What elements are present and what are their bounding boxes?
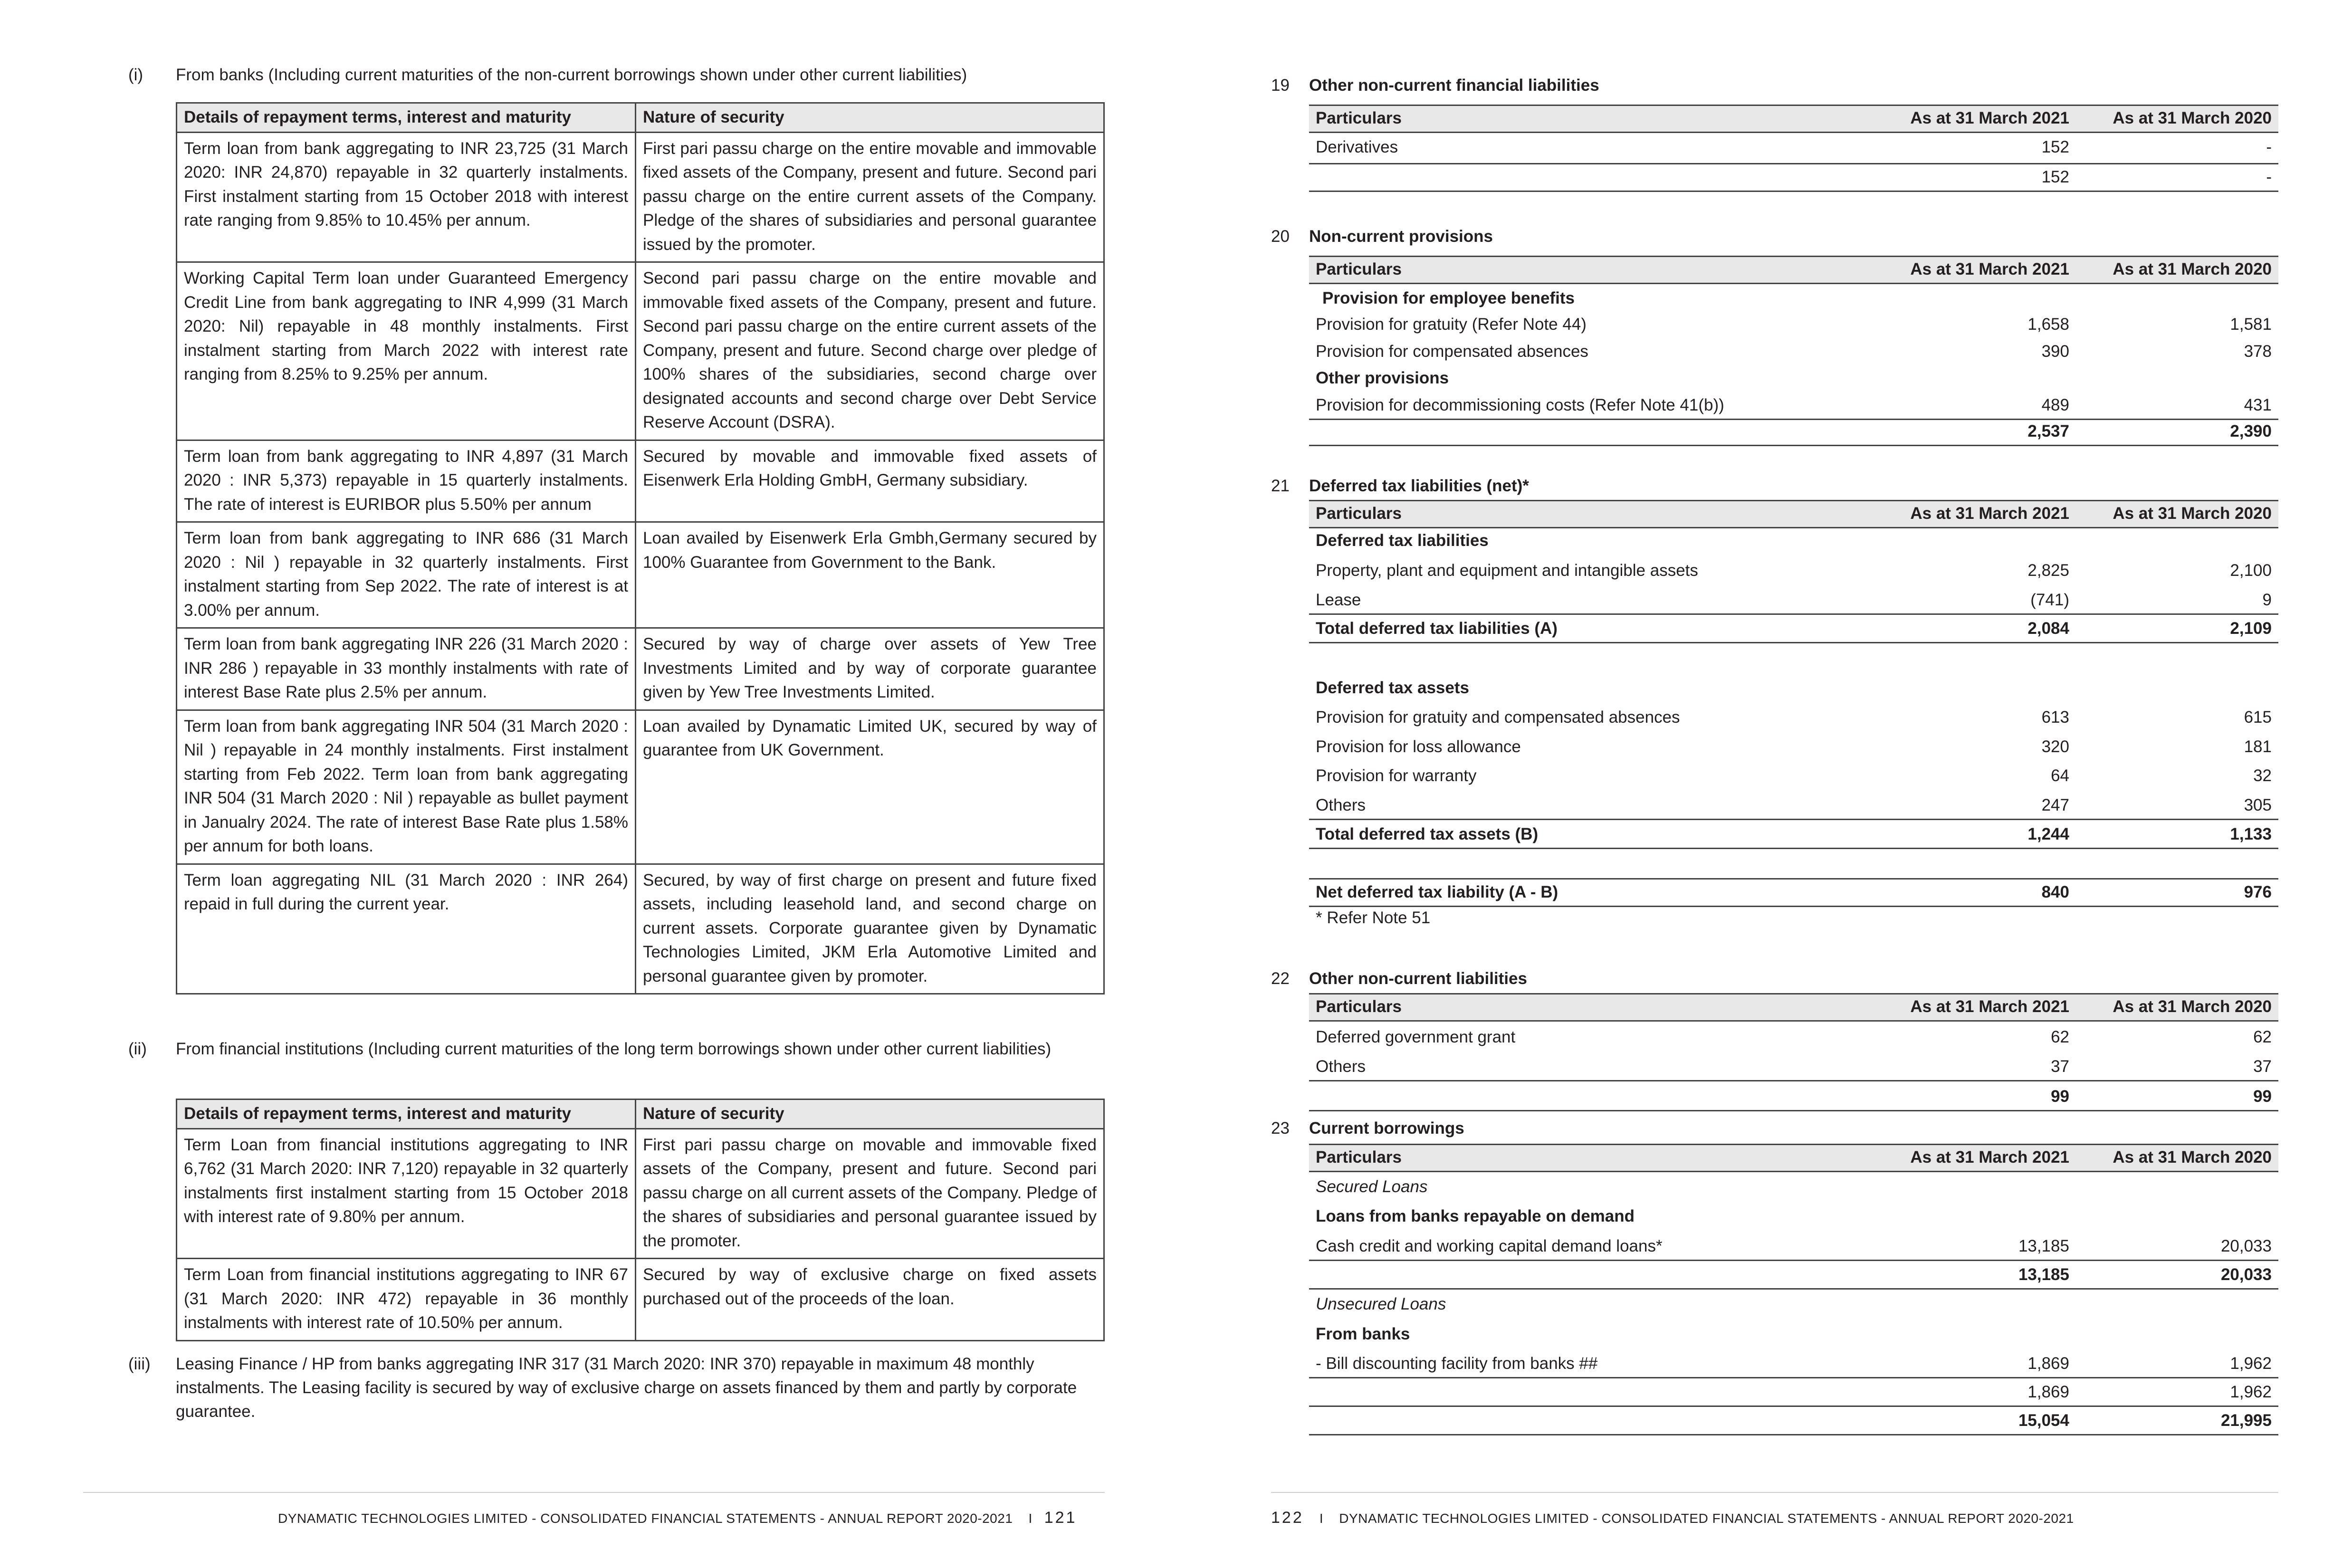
rule-line <box>1309 191 2278 192</box>
item-text-ii: From financial institutions (Including current maturities of the long term borrowings shown under other current liabilities) <box>176 1040 1052 1058</box>
value-2020: 378 <box>2244 342 2272 361</box>
row-label: Provision for compensated absences <box>1316 342 1588 361</box>
rule-line <box>1309 642 2278 643</box>
row-label: Secured Loans <box>1316 1177 1428 1196</box>
value-2021: 2,537 <box>2027 422 2069 440</box>
table-row <box>1309 1174 2278 1199</box>
rule-line <box>1309 613 2278 615</box>
row-label: Loans from banks repayable on demand <box>1316 1207 1635 1225</box>
column-header: Nature of security <box>636 103 1104 133</box>
value-2021: 99 <box>2051 1087 2069 1106</box>
value-2020: 37 <box>2253 1057 2272 1076</box>
table-cell: Term Loan from financial institutions aggregating to INR 6,762 (31 March 2020: INR 7,120) repayable in 32 quarterly instalments first instalment starting from 15 October 2018 with interest rate of 9.80% per annum. <box>177 1128 636 1259</box>
table-row <box>177 440 1104 522</box>
table-cell: Term loan aggregating NIL (31 March 2020 : INR 264) repaid in full during the current year. <box>177 864 636 994</box>
table-row <box>1309 365 2278 391</box>
table-row <box>177 522 1104 628</box>
table-row <box>1309 1379 2278 1405</box>
table-row <box>177 1128 1104 1259</box>
footer-separator: I <box>1319 1511 1324 1526</box>
value-2021: 13,185 <box>2018 1265 2069 1284</box>
value-2020: 2,100 <box>2230 561 2272 580</box>
table-row <box>177 710 1104 864</box>
rule-line <box>1309 848 2278 849</box>
table-row <box>1309 1203 2278 1229</box>
table-cell: First pari passu charge on the entire movable and immovable fixed assets of the Company, present and future. Second pari passu charge on the entire current assets of the Company. Pledge of the shares of subsidiaries and personal guarantee issued by the promoter. <box>636 132 1104 262</box>
value-2021: 15,054 <box>2018 1411 2069 1430</box>
table-row <box>1309 164 2278 190</box>
note-title: Other non-current liabilities <box>1309 969 1527 988</box>
table-row <box>1309 392 2278 418</box>
value-2020: 1,962 <box>2230 1383 2272 1401</box>
value-2020: 976 <box>2244 883 2272 901</box>
value-2020: - <box>2266 138 2272 156</box>
table-row <box>177 132 1104 262</box>
row-label: - Bill discounting facility from banks ## <box>1316 1354 1598 1373</box>
table-row <box>1309 1291 2278 1317</box>
value-2020: 20,033 <box>2220 1265 2272 1284</box>
table-cell: Term loan from bank aggregating to INR 686 (31 March 2020 : Nil ) repayable in 32 quarterly instalments. First instalment starting from Sep 2022. The rate of interest is at 3.00% per annum. <box>177 522 636 628</box>
note-number: 21 <box>1271 477 1290 495</box>
table-row <box>1309 527 2278 553</box>
value-2021: 489 <box>2041 396 2069 414</box>
value-2020: 2,390 <box>2230 422 2272 440</box>
column-header: As at 31 March 2020 <box>2113 1148 2272 1166</box>
row-label: From banks <box>1316 1325 1410 1343</box>
value-2021: 247 <box>2041 796 2069 814</box>
table-row <box>1309 1024 2278 1050</box>
rule-line <box>1309 1405 2278 1407</box>
note-number: 20 <box>1271 227 1290 246</box>
row-label: Deferred tax assets <box>1316 679 1469 697</box>
note-title: Other non-current financial liabilities <box>1309 76 1599 95</box>
table-cell: Term loan from bank aggregating INR 226 (31 March 2020 : INR 286 ) repayable in 33 monthly instalments with rate of interest Base Rate plus 2.5% per annum. <box>177 628 636 710</box>
value-2021: 2,084 <box>2027 619 2069 638</box>
value-2021: 152 <box>2041 138 2069 156</box>
row-label: Cash credit and working capital demand loans* <box>1316 1237 1663 1255</box>
table-row <box>1309 557 2278 583</box>
value-2020: 32 <box>2253 766 2272 785</box>
table-cell: Secured, by way of first charge on present and future fixed assets, including leasehold land, and second charge on current assets. Corporate guarantee given by Dynamatic Technologies Limited, JKM Erla Automotive Limited and personal guarantee given by promoter. <box>636 864 1104 994</box>
column-header: Particulars <box>1316 997 1402 1016</box>
page-number: 121 <box>1044 1509 1077 1527</box>
table-cell: Secured by movable and immovable fixed assets of Eisenwerk Erla Holding GmbH, Germany subsidiary. <box>636 440 1104 522</box>
row-label: Net deferred tax liability (A - B) <box>1316 883 1558 901</box>
rule-line <box>1309 878 2278 880</box>
table-row <box>1309 615 2278 641</box>
item-text-i: From banks (Including current maturities of the non-current borrowings shown under other current liabilities) <box>176 66 967 84</box>
value-2021: 1,869 <box>2027 1383 2069 1401</box>
table-cell: Working Capital Term loan under Guaranteed Emergency Credit Line from bank aggregating to INR 4,999 (31 March 2020: Nil) repayable in 48 monthly instalments. First instalment starting from March 2022 with interest rate ranging from 8.25% to 9.25% per annum. <box>177 262 636 440</box>
value-2020: 1,962 <box>2230 1354 2272 1373</box>
value-2020: 9 <box>2262 591 2272 609</box>
value-2020: 615 <box>2244 708 2272 727</box>
value-2021: 1,869 <box>2027 1354 2069 1373</box>
value-2021: (741) <box>2030 591 2069 609</box>
row-label: Provision for warranty <box>1316 766 1477 785</box>
row-label: Provision for gratuity and compensated absences <box>1316 708 1680 727</box>
table-row <box>1309 134 2278 160</box>
footer-text: DYNAMATIC TECHNOLOGIES LIMITED - CONSOLIDATED FINANCIAL STATEMENTS - ANNUAL REPORT 2020-2021 <box>278 1511 1013 1526</box>
value-2020: 431 <box>2244 396 2272 414</box>
value-2021: 1,244 <box>2027 825 2069 843</box>
table-row <box>1309 1083 2278 1109</box>
value-2021: 390 <box>2041 342 2069 361</box>
page-footer <box>278 1509 1077 1527</box>
rule-line <box>1309 819 2278 820</box>
table-cell: Term Loan from financial institutions aggregating to INR 67 (31 March 2020: INR 472) repayable in 36 monthly instalments with interest rate of 10.50% per annum. <box>177 1259 636 1341</box>
value-2020: 99 <box>2253 1087 2272 1106</box>
table-cell: Loan availed by Eisenwerk Erla Gmbh,Germany secured by 100% Guarantee from Government to the Bank. <box>636 522 1104 628</box>
column-header: As at 31 March 2020 <box>2113 997 2272 1016</box>
table-header-row <box>177 103 1104 133</box>
table-cell: Second pari passu charge on the entire movable and immovable fixed assets of the Company, present and future. Second pari passu charge on the entire current assets of the Company, present and future. Second charge over pledge of 100% shares of the subsidiaries, second charge over designated accounts and second charge over Debt Service Reserve Account (DSRA). <box>636 262 1104 440</box>
table-row <box>1309 1233 2278 1259</box>
table-row <box>177 864 1104 994</box>
table-row <box>1309 763 2278 788</box>
value-2021: 37 <box>2051 1057 2069 1076</box>
item-marker-i: (i) <box>128 66 143 84</box>
right-page <box>1176 0 2352 1568</box>
footer-text: DYNAMATIC TECHNOLOGIES LIMITED - CONSOLIDATED FINANCIAL STATEMENTS - ANNUAL REPORT 2020-2021 <box>1339 1511 2074 1526</box>
column-header: As at 31 March 2021 <box>1910 504 2069 523</box>
item-marker-iii: (iii) <box>128 1355 151 1373</box>
value-2020: 1,133 <box>2230 825 2272 843</box>
table-row <box>1309 1053 2278 1079</box>
table-cell: Loan availed by Dynamatic Limited UK, secured by way of guarantee from UK Government. <box>636 710 1104 864</box>
table-row <box>1309 285 2278 311</box>
row-label: Property, plant and equipment and intangible assets <box>1316 561 1698 580</box>
table-row <box>1309 792 2278 818</box>
column-header: As at 31 March 2021 <box>1910 109 2069 127</box>
table-cell: Secured by way of charge over assets of Yew Tree Investments Limited and by way of corporate guarantee given by Yew Tree Investments Limited. <box>636 628 1104 710</box>
row-label: Lease <box>1316 591 1361 609</box>
notes-container <box>1176 0 2352 1568</box>
column-header: As at 31 March 2020 <box>2113 504 2272 523</box>
table-row <box>1309 587 2278 612</box>
value-2021: 152 <box>2041 168 2069 186</box>
footnote: * Refer Note 51 <box>1316 908 1431 927</box>
column-header: Details of repayment terms, interest and maturity <box>177 1100 636 1129</box>
table-row <box>1309 704 2278 730</box>
column-header: Particulars <box>1316 504 1402 523</box>
table-header-row <box>177 1100 1104 1129</box>
rule-line <box>1309 1080 2278 1081</box>
table-cell: Term loan from bank aggregating INR 504 (31 March 2020 : Nil ) repayable in 24 monthly instalments. First instalment starting from Feb 2022. Term loan from bank aggregating INR 504 (31 March 2020 : Nil ) repayable as bullet payment in Janualry 2024. The rate of interest Base Rate plus 1.58% per annum for both loans. <box>177 710 636 864</box>
value-2020: 2,109 <box>2230 619 2272 638</box>
table-cell: Secured by way of exclusive charge on fixed assets purchased out of the proceeds of the loan. <box>636 1259 1104 1341</box>
note-number: 22 <box>1271 969 1290 988</box>
column-header: As at 31 March 2021 <box>1910 260 2069 278</box>
value-2020: 62 <box>2253 1028 2272 1046</box>
row-label: Other provisions <box>1316 369 1449 387</box>
value-2021: 840 <box>2041 883 2069 901</box>
item-marker-ii: (ii) <box>128 1040 147 1058</box>
row-label: Deferred government grant <box>1316 1028 1516 1046</box>
footer-rule <box>1271 1492 2278 1493</box>
column-header: Particulars <box>1316 260 1402 278</box>
rule-line <box>1309 1260 2278 1261</box>
row-label: Derivatives <box>1316 138 1398 156</box>
item-text-iii: Leasing Finance / HP from banks aggregating INR 317 (31 March 2020: INR 370) repayable in maximum 48 monthly instalments. The Leasing facility is secured by way of exclusive charge on assets financed by them and partly by corporate guarantee. <box>176 1355 1077 1421</box>
value-2020: - <box>2266 168 2272 186</box>
value-2020: 305 <box>2244 796 2272 814</box>
value-2020: 20,033 <box>2220 1237 2272 1255</box>
rule-line <box>1309 445 2278 446</box>
repayment-table-banks <box>176 102 1105 994</box>
table-row <box>177 1259 1104 1341</box>
footer-rule <box>83 1492 1105 1493</box>
rule-line <box>1309 1434 2278 1435</box>
value-2021: 2,825 <box>2027 561 2069 580</box>
value-2021: 62 <box>2051 1028 2069 1046</box>
value-2020: 181 <box>2244 737 2272 756</box>
repayment-table-financial-institutions <box>176 1099 1105 1341</box>
rule-line <box>1309 1110 2278 1111</box>
row-label: Provision for employee benefits <box>1322 289 1575 307</box>
row-label: Provision for loss allowance <box>1316 737 1521 756</box>
value-2021: 320 <box>2041 737 2069 756</box>
column-header: Particulars <box>1316 109 1402 127</box>
value-2020: 21,995 <box>2220 1411 2272 1430</box>
table-cell: Term loan from bank aggregating to INR 4,897 (31 March 2020 : INR 5,373) repayable in 15 quarterly instalments. The rate of interest is EURIBOR plus 5.50% per annum <box>177 440 636 522</box>
row-label: Others <box>1316 1057 1366 1076</box>
value-2021: 64 <box>2051 766 2069 785</box>
rule-line <box>1309 1288 2278 1290</box>
table-header-row <box>1309 993 2278 1022</box>
value-2021: 613 <box>2041 708 2069 727</box>
table-row <box>1309 1321 2278 1347</box>
row-label: Others <box>1316 796 1366 814</box>
column-header: As at 31 March 2020 <box>2113 109 2272 127</box>
column-header: Details of repayment terms, interest and maturity <box>177 103 636 133</box>
column-header: Particulars <box>1316 1148 1402 1166</box>
note-title: Deferred tax liabilities (net)* <box>1309 477 1529 495</box>
footer-separator: I <box>1028 1511 1033 1526</box>
row-label: Provision for decommissioning costs (Refer Note 41(b)) <box>1316 396 1724 414</box>
column-header: As at 31 March 2020 <box>2113 260 2272 278</box>
value-2021: 1,658 <box>2027 315 2069 334</box>
table-header-row <box>1309 256 2278 284</box>
note-number: 19 <box>1271 76 1290 95</box>
table-row <box>1309 675 2278 700</box>
page-footer <box>1271 1509 2074 1527</box>
row-label: Unsecured Loans <box>1316 1295 1446 1313</box>
table-header-row <box>1309 105 2278 133</box>
table-row <box>1309 734 2278 759</box>
note-title: Current borrowings <box>1309 1119 1464 1138</box>
rule-line <box>1309 163 2278 164</box>
column-header: As at 31 March 2021 <box>1910 1148 2069 1166</box>
table-cell: Term loan from bank aggregating to INR 23,725 (31 March 2020: INR 24,870) repayable in 32 quarterly instalments. First instalment starting from 15 October 2018 with interest rate ranging from 9.85% to 10.45% per annum. <box>177 132 636 262</box>
column-header: As at 31 March 2021 <box>1910 997 2069 1016</box>
table-row <box>1309 338 2278 364</box>
rule-line <box>1309 906 2278 907</box>
row-label: Total deferred tax assets (B) <box>1316 825 1539 843</box>
value-2021: 13,185 <box>2018 1237 2069 1255</box>
table-row <box>1309 311 2278 337</box>
table-header-row <box>1309 500 2278 528</box>
row-label: Total deferred tax liabilities (A) <box>1316 619 1558 638</box>
table-row <box>177 628 1104 710</box>
row-label: Provision for gratuity (Refer Note 44) <box>1316 315 1587 334</box>
rule-line <box>1309 1377 2278 1378</box>
table-row <box>1309 879 2278 905</box>
table-cell: First pari passu charge on movable and immovable fixed assets of the Company, present and future. Second pari passu charge on all current assets of the Company. Pledge of the shares of subsidiaries and personal guarantee issued by the promoter. <box>636 1128 1104 1259</box>
value-2020: 1,581 <box>2230 315 2272 334</box>
row-label: Deferred tax liabilities <box>1316 531 1489 550</box>
table-row <box>1309 821 2278 847</box>
page-number: 122 <box>1271 1509 1304 1527</box>
table-row <box>1309 1262 2278 1287</box>
note-number: 23 <box>1271 1119 1290 1138</box>
column-header: Nature of security <box>636 1100 1104 1129</box>
table-row <box>177 262 1104 440</box>
note-title: Non-current provisions <box>1309 227 1493 246</box>
table-header-row <box>1309 1144 2278 1172</box>
table-row <box>1309 1350 2278 1376</box>
table-row <box>1309 1407 2278 1433</box>
table-row <box>1309 418 2278 444</box>
